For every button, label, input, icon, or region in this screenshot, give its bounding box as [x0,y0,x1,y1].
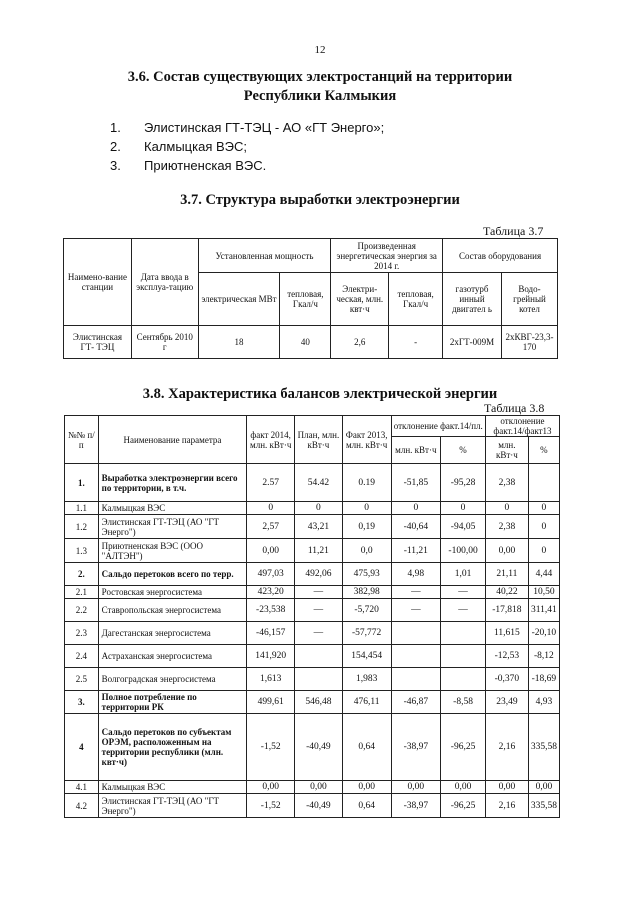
stations-list [110,118,384,175]
section-3-8-title: 3.8. Характеристика балансов электрической энергии [142,386,498,402]
cell-name: Элистинская ГТ-ТЭЦ (АО "ГТ Энерго") [98,794,247,818]
cell-dev-fact-pct: 0 [528,515,559,539]
cell-dev-fact: 0,00 [485,781,528,794]
header-num: №№ п/п [65,416,99,464]
cell-num: 3. [65,691,99,714]
header-name: Наименование параметра [98,416,247,464]
list-item-text: Элистинская ГТ-ТЭЦ - АО «ГТ Энерго»; [144,120,385,135]
list-item [110,156,384,175]
cell-dev-fact: 2,16 [485,714,528,781]
cell-num: 4.2 [65,794,99,818]
cell-dev-fact: -0,370 [485,668,528,691]
cell-fact-2013: 382,98 [342,586,391,599]
table-row [65,502,560,515]
cell-dev-plan-pct: — [441,586,486,599]
cell-fact-2014: 141,920 [247,645,295,668]
cell-num: 1. [65,464,99,502]
cell-dev-fact-pct: 4,93 [528,691,559,714]
cell-fact-2014: 2,57 [247,515,295,539]
cell-name: Приютненская ВЭС (ООО "АЛТЭН") [98,539,247,563]
cell-name: Сальдо перетоков по субъектам ОРЭМ, расположенным на территории республики (млн. квт·ч) [98,714,247,781]
cell-dev-fact: 11,615 [485,622,528,645]
cell-fact-2013: 0,00 [342,781,391,794]
header-fact-2014: факт 2014, млн. кВт·ч [247,416,295,464]
cell-num: 2. [65,563,99,586]
section-3-6-title-line1: 3.6. Состав существующих электростанций на территории [127,69,513,85]
header-dev-fact: отклонение факт.14/факт13 [485,416,559,437]
cell-elec-mw: 18 [198,326,280,359]
cell-dev-plan: 0 [391,502,441,515]
cell-num: 1.2 [65,515,99,539]
header-elec-mln: Электри-ческая, млн. квт·ч [331,273,389,326]
cell-dev-fact: 23,49 [485,691,528,714]
cell-dev-fact: -12,53 [485,645,528,668]
cell-fact-2014: -46,157 [247,622,295,645]
table-row [65,563,560,586]
table-row [64,326,558,359]
list-item-number: 2. [110,139,121,154]
cell-fact-2014: 499,61 [247,691,295,714]
table-3-7 [63,238,558,359]
cell-dev-plan-pct: -8,58 [441,691,486,714]
cell-fact-2014: -23,538 [247,599,295,622]
cell-fact-2013: 0 [342,502,391,515]
cell-dev-plan-pct [441,622,486,645]
table-3-8-body [65,464,560,818]
cell-fact-2013: 0,19 [342,515,391,539]
cell-name: Астраханская энергосистема [98,645,247,668]
cell-dev-plan-pct [441,645,486,668]
cell-fact-2013: -5,720 [342,599,391,622]
cell-dev-fact: 0,00 [485,539,528,563]
header-pct: % [441,437,486,464]
cell-name: Калмыцкая ВЭС [98,502,247,515]
cell-dev-fact-pct: 4,44 [528,563,559,586]
cell-plan: 54.42 [295,464,343,502]
page-number: 12 [314,44,326,56]
header-station: Наимено-вание станции [64,239,132,326]
cell-date: Сентябрь 2010 г [131,326,198,359]
cell-plan: 43,21 [295,515,343,539]
header-date: Дата ввода в эксплуа-тацию [131,239,198,326]
table-row [65,794,560,818]
cell-fact-2014: 0,00 [247,781,295,794]
cell-plan: — [295,599,343,622]
cell-dev-plan-pct: -94,05 [441,515,486,539]
cell-dev-plan-pct: -96,25 [441,714,486,781]
cell-dev-plan-pct: 0,00 [441,781,486,794]
cell-dev-fact: 21,11 [485,563,528,586]
cell-dev-fact-pct: 0 [528,502,559,515]
table-row [65,622,560,645]
cell-num: 2.5 [65,668,99,691]
header-fact-2013: Факт 2013, млн. кВт·ч [342,416,391,464]
cell-dev-plan-pct: -95,28 [441,464,486,502]
cell-name: Ростовская энергосистема [98,586,247,599]
cell-fact-2013: -57,772 [342,622,391,645]
header-produced: Произведенная энергетическая энергия за 2014 г. [331,239,443,273]
header-pct: % [528,437,559,464]
cell-plan: 0,00 [295,781,343,794]
table-row [65,645,560,668]
cell-plan: 546,48 [295,691,343,714]
cell-dev-fact: 2,38 [485,515,528,539]
cell-num: 4 [65,714,99,781]
cell-name: Сальдо перетоков всего по терр. [98,563,247,586]
cell-dev-fact: 2,16 [485,794,528,818]
cell-fact-2014: -1,52 [247,794,295,818]
cell-fact-2013: 154,454 [342,645,391,668]
cell-dev-fact-pct: -8,12 [528,645,559,668]
cell-num: 2.1 [65,586,99,599]
list-item-number: 1. [110,120,121,135]
cell-name: Дагестанская энергосистема [98,622,247,645]
cell-dev-plan-pct [441,668,486,691]
cell-thermal: 40 [280,326,331,359]
section-3-6-title-line2: Республики Калмыкия [243,88,397,104]
cell-fact-2013: 1,983 [342,668,391,691]
cell-name: Выработка электроэнергии всего по территории, в т.ч. [98,464,247,502]
header-mln: млн. кВт·ч [485,437,528,464]
section-3-6-title [80,68,560,106]
cell-dev-plan-pct: -100,00 [441,539,486,563]
header-water-boiler: Водо-грейный котел [501,273,557,326]
cell-thermal-2: - [389,326,443,359]
cell-dev-plan [391,622,441,645]
list-item-text: Калмыцкая ВЭС; [144,139,247,154]
cell-num: 2.2 [65,599,99,622]
header-thermal-2: тепловая, Гкал/ч [389,273,443,326]
cell-dev-fact-pct: -20,10 [528,622,559,645]
cell-plan: -40,49 [295,714,343,781]
cell-plan: 0 [295,502,343,515]
cell-plan: -40,49 [295,794,343,818]
cell-dev-fact-pct: 0,00 [528,781,559,794]
table-row [65,781,560,794]
list-item [110,137,384,156]
cell-fact-2013: 0,64 [342,714,391,781]
section-3-7-title: 3.7. Структура выработки электроэнергии [180,192,460,208]
cell-fact-2014: 1,613 [247,668,295,691]
list-item-text: Приютненская ВЭС. [144,158,267,173]
cell-dev-plan: -38,97 [391,794,441,818]
header-dev-plan: отклонение факт.14/пл. [391,416,485,437]
cell-dev-fact-pct: -18,69 [528,668,559,691]
cell-name: Элистинская ГТ-ТЭЦ (АО "ГТ Энерго") [98,515,247,539]
cell-dev-plan [391,645,441,668]
cell-dev-plan-pct: -96,25 [441,794,486,818]
header-mln: млн. кВт·ч [391,437,441,464]
cell-num: 2.3 [65,622,99,645]
cell-elec-mln: 2,6 [331,326,389,359]
cell-dev-plan: — [391,599,441,622]
cell-dev-fact-pct: 335,58 [528,714,559,781]
cell-num: 4.1 [65,781,99,794]
cell-fact-2014: 2.57 [247,464,295,502]
table-row [65,691,560,714]
table-row [65,586,560,599]
table-row [65,668,560,691]
cell-dev-plan: 4,98 [391,563,441,586]
cell-dev-plan-pct: 1,01 [441,563,486,586]
header-elec-mw: электрическая МВт [198,273,280,326]
cell-fact-2013: 0,64 [342,794,391,818]
cell-dev-plan [391,668,441,691]
cell-water-boiler: 2хКВГ-23,3-170 [501,326,557,359]
cell-fact-2014: 423,20 [247,586,295,599]
cell-plan: 492,06 [295,563,343,586]
cell-fact-2014: 0,00 [247,539,295,563]
cell-fact-2013: 0.19 [342,464,391,502]
header-installed: Установленная мощность [198,239,331,273]
cell-dev-plan-pct: — [441,599,486,622]
cell-plan: — [295,622,343,645]
header-plan: План, млн. кВт·ч [295,416,343,464]
cell-dev-fact: 2,38 [485,464,528,502]
cell-plan: — [295,586,343,599]
cell-dev-plan: -40,64 [391,515,441,539]
cell-num: 1.3 [65,539,99,563]
cell-fact-2013: 476,11 [342,691,391,714]
cell-name: Волгоградская энергосистема [98,668,247,691]
cell-gas-turbine: 2хГТ-009М [443,326,502,359]
cell-dev-fact: 40,22 [485,586,528,599]
table-3-7-caption: Таблица 3.7 [483,224,544,238]
cell-dev-fact-pct: 311,41 [528,599,559,622]
cell-plan: 11,21 [295,539,343,563]
table-row [65,599,560,622]
list-item-number: 3. [110,158,121,173]
cell-plan [295,645,343,668]
cell-num: 2.4 [65,645,99,668]
cell-dev-fact: -17,818 [485,599,528,622]
cell-dev-plan: — [391,586,441,599]
cell-dev-fact-pct: 10,50 [528,586,559,599]
header-thermal: тепловая, Гкал/ч [280,273,331,326]
cell-station: Элистинская ГТ- ТЭЦ [64,326,132,359]
cell-dev-plan: -51,85 [391,464,441,502]
cell-name: Калмыцкая ВЭС [98,781,247,794]
cell-dev-plan: -38,97 [391,714,441,781]
table-row [65,714,560,781]
table-3-8 [64,415,560,818]
cell-dev-fact: 0 [485,502,528,515]
list-item [110,118,384,137]
cell-dev-plan: -11,21 [391,539,441,563]
table-row [65,464,560,502]
cell-num: 1.1 [65,502,99,515]
cell-dev-fact-pct [528,464,559,502]
cell-dev-fact-pct: 335,58 [528,794,559,818]
cell-name: Полное потребление по территории РК [98,691,247,714]
header-equipment: Состав оборудования [443,239,558,273]
cell-dev-plan: -46,87 [391,691,441,714]
cell-fact-2014: 0 [247,502,295,515]
cell-plan [295,668,343,691]
cell-name: Ставропольская энергосистема [98,599,247,622]
cell-fact-2014: 497,03 [247,563,295,586]
cell-fact-2013: 475,93 [342,563,391,586]
cell-fact-2014: -1,52 [247,714,295,781]
header-gas-turbine: газотурб инный двигател ь [443,273,502,326]
cell-dev-fact-pct: 0 [528,539,559,563]
table-3-8-caption: Таблица 3.8 [484,401,545,415]
table-row [65,515,560,539]
cell-fact-2013: 0,0 [342,539,391,563]
cell-dev-plan: 0,00 [391,781,441,794]
table-row [65,539,560,563]
cell-dev-plan-pct: 0 [441,502,486,515]
